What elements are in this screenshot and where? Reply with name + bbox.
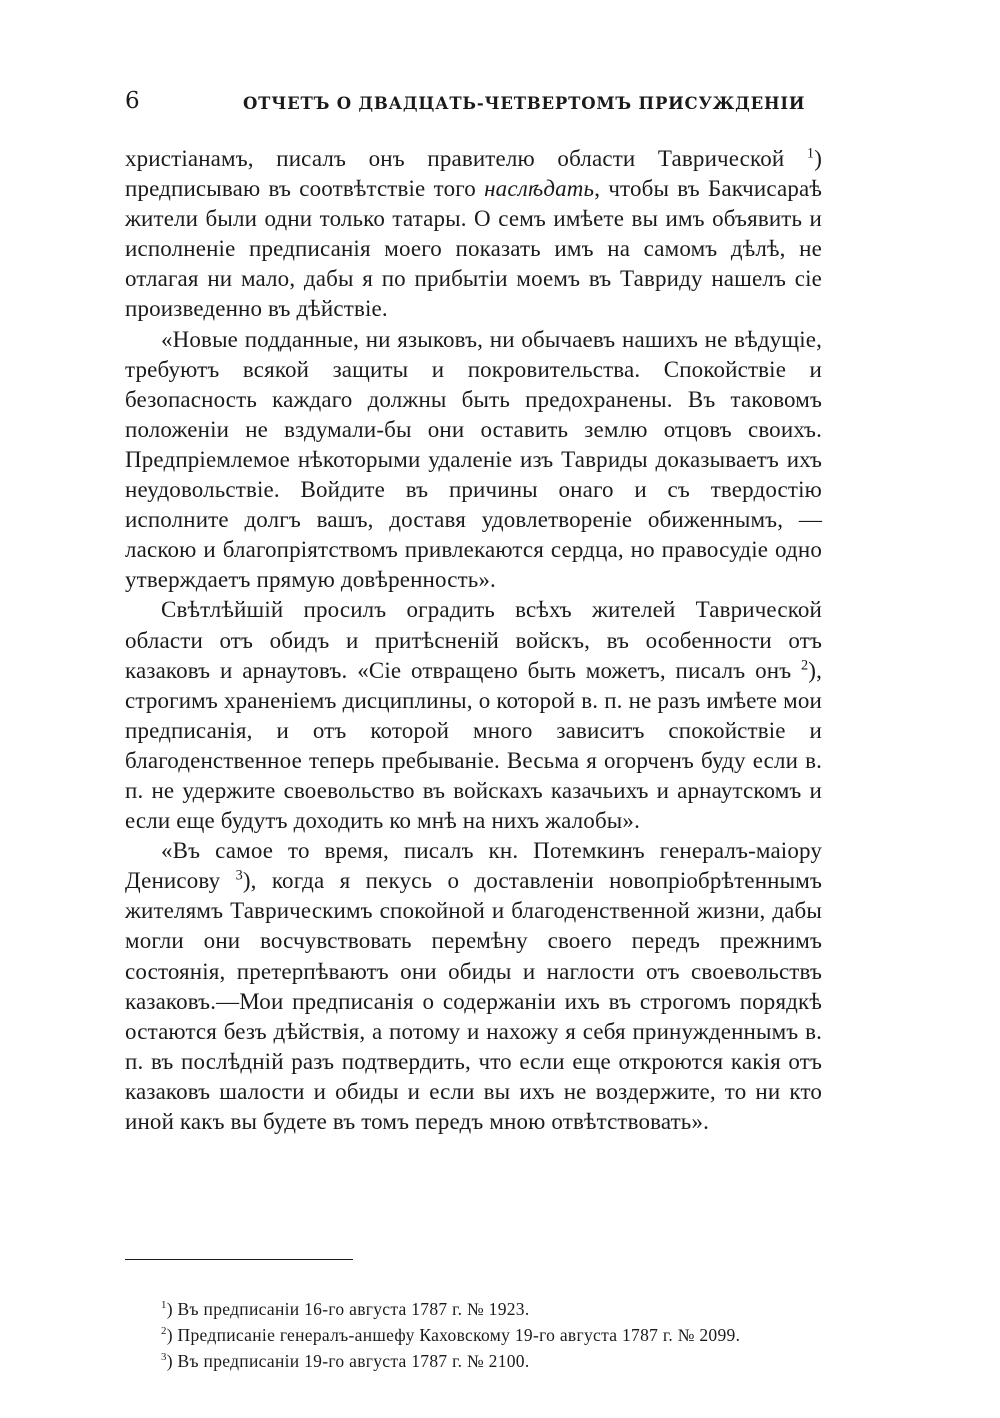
paragraph-1-italic: наслѣдать <box>484 176 595 202</box>
footnote-3-text: ) Въ предписаніи 19-го августа 1787 г. № 2100. <box>166 1351 530 1371</box>
footnote-ref-1: 1 <box>806 145 815 162</box>
paragraph-4-text-b: ), когда я пекусь о доставленіи новопріобрѣтеннымъ жителямъ Таврическимъ спокойной и благоденственной жизни, дабы могли они восчувствовать перемѣну своего передъ прежнимъ состоянія, претерпѣваютъ они обиды и наглости отъ своевольствъ казаковъ.—Мои предписанія о содержаніи ихъ въ строгомъ порядкѣ остаются безъ дѣйствія, а потому и нахожу я себя принужденнымъ в. п. въ послѣдній разъ подтвердить, что если еще откроются какія отъ казаковъ шалости и обиды и если вы ихъ не воздержите, то ни кто иной какъ вы будете въ томъ передъ мною отвѣтствовать». <box>125 868 822 1134</box>
paragraph-1 <box>125 144 822 325</box>
page-number: 6 <box>125 88 140 114</box>
paragraph-1-text-c: , чтобы въ Бакчисараѣ жители были одни только татары. О семъ имѣете вы имъ объявить и исполненіе предписанія моего показать имъ на самомъ дѣлѣ, не отлагая ни мало, дабы я по прибытіи моемъ въ Тавриду нашелъ сіе произведенно въ дѣйствіе. <box>125 176 822 322</box>
paragraph-4 <box>125 836 822 1137</box>
paragraph-1-text-a: христіанамъ, писалъ онъ правителю области Таврической <box>125 146 807 171</box>
paragraph-3 <box>125 595 822 836</box>
paragraph-2: «Новые подданные, ни языковъ, ни обычаевъ нашихъ не вѣдущіе, требуютъ всякой защиты и покровительства. Спокойствіе и безопасность каждаго должны быть предохранены. Въ таковомъ положеніи не вздумали-бы они оставить землю отцовъ своихъ. Предпріемлемое нѣкоторыми удаленіе изъ Тавриды доказываетъ ихъ неудовольствіе. Войдите въ причины онаго и съ твердостію исполните долгъ вашъ, доставя удовлетвореніе обиженнымъ, — ласкою и благопріятствомъ привлекаются сердца, но правосудіе одно утверждаетъ прямую довѣренность». <box>125 326 822 593</box>
running-header <box>125 88 822 128</box>
paragraph-3-text-a: Свѣтлѣйшій просилъ оградить всѣхъ жителей Таврической области отъ обидъ и притѣсненій войскъ, въ особенности отъ казаковъ и арнаутовъ. «Сіе отвращено быть можетъ, писалъ онъ <box>125 597 822 683</box>
footnote-3-mark: 3 <box>161 1351 167 1364</box>
paragraph-3-text-b: ), строгимъ храненіемъ дисциплины, о которой в. п. не разъ имѣете мои предписанія, и отъ которой много зависитъ спокойствіе и благоденственное теперь пребываніе. Весьма я огорченъ буду если в. п. не удержите своевольство въ войскахъ казачьихъ и арнаутскомъ и если еще будутъ доходить ко мнѣ на нихъ жалобы». <box>125 657 822 834</box>
body-text <box>125 144 822 1137</box>
footnote-2-mark: 2 <box>161 1325 167 1338</box>
running-title: ОТЧЕТЪ О ДВАДЦАТЬ-ЧЕТВЕРТОМЪ ПРИСУЖДЕНІИ <box>243 94 806 113</box>
paragraph-4-text-a: «Въ самое то время, писалъ кн. Потемкинъ генералъ-маіору Денисову <box>125 838 822 894</box>
footnote-2 <box>125 1322 822 1348</box>
footnote-2-text: ) Предписаніе генералъ-аншефу Каховскому 19-го августа 1787 г. № 2099. <box>166 1325 741 1345</box>
footnote-1-text: ) Въ предписаніи 16-го августа 1787 г. № 1923. <box>166 1299 530 1319</box>
footnote-1-mark: 1 <box>161 1299 167 1312</box>
footnote-separator <box>125 1259 353 1260</box>
paragraph-1-text-b: ) предписываю въ соотвѣтствіе того <box>125 146 822 202</box>
book-page <box>125 88 822 1371</box>
footnote-3 <box>125 1348 822 1374</box>
footnote-ref-3: 3 <box>235 867 243 884</box>
footnote-ref-2: 2 <box>801 656 809 673</box>
footnotes <box>125 1296 822 1374</box>
footnote-1 <box>125 1296 822 1322</box>
